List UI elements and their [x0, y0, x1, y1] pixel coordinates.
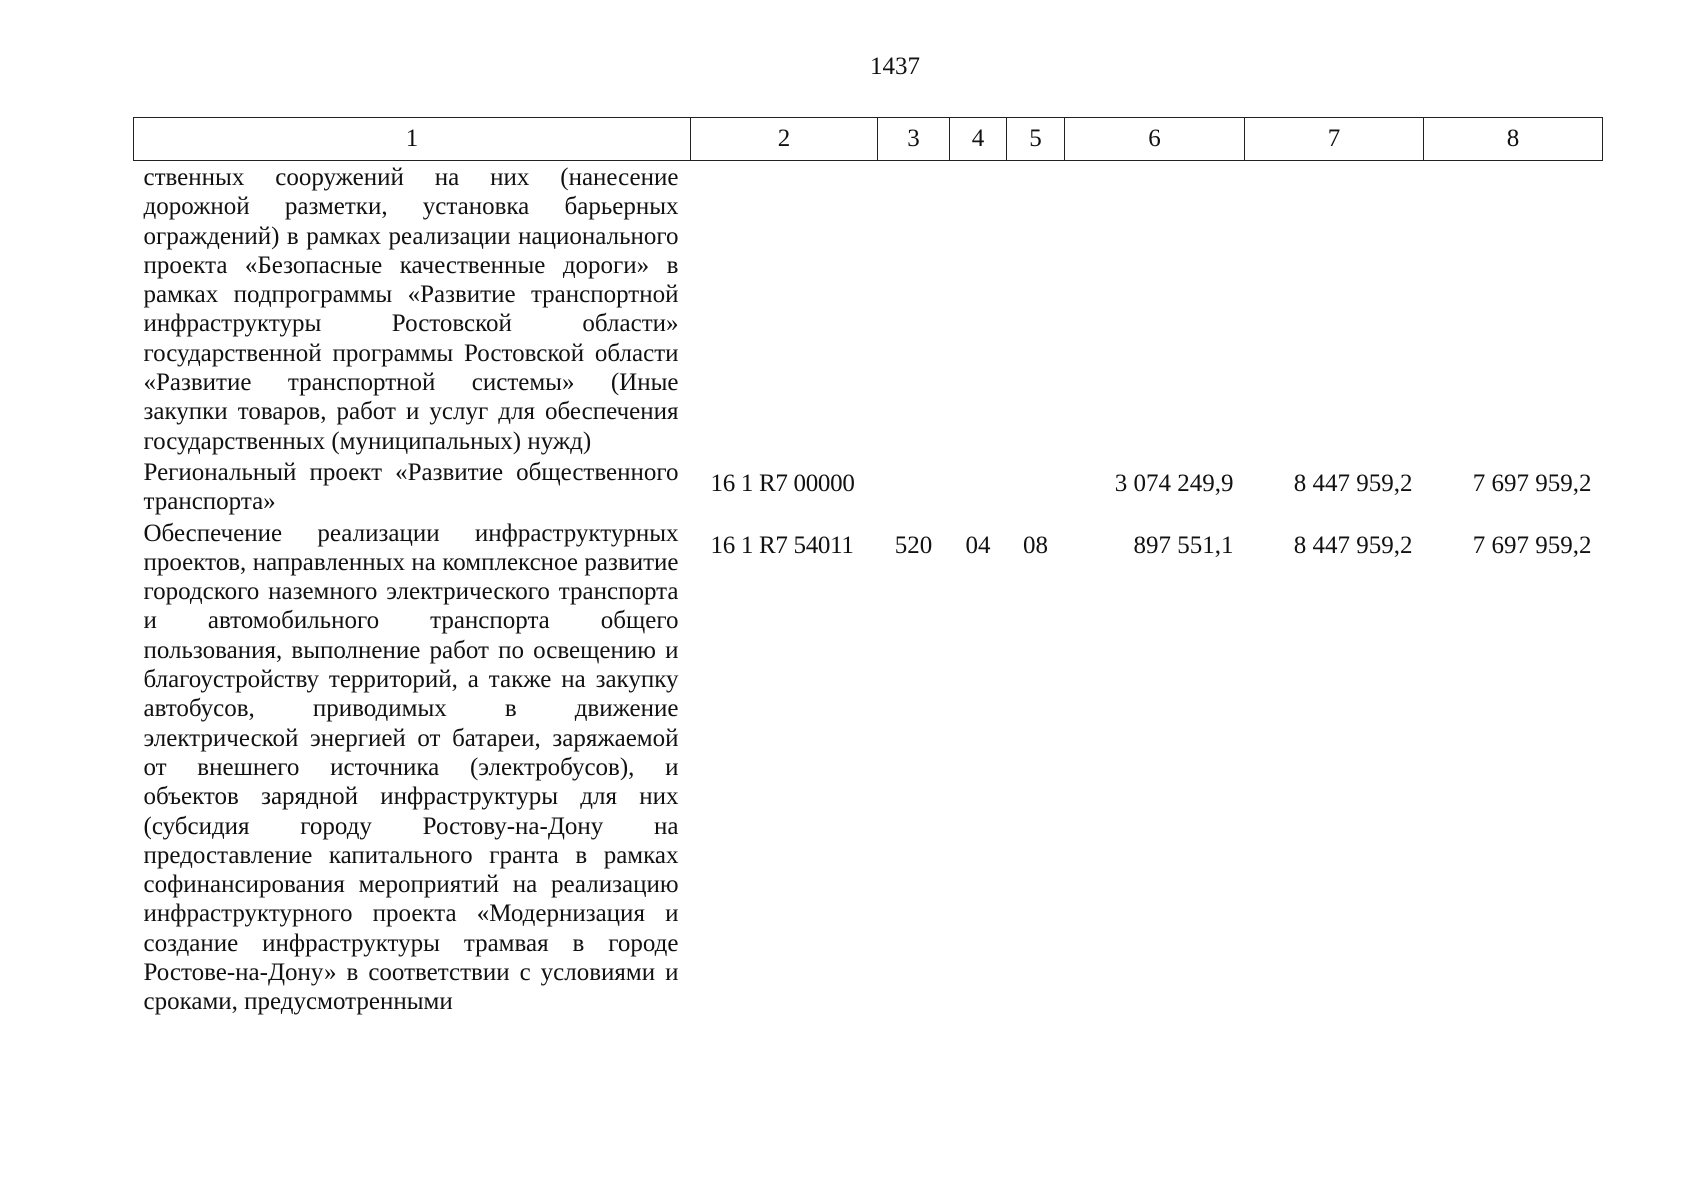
row-description: ственных сооружений на них (нанесение дорожной разметки, установка барьерных ограждений) в рамках реализации национального проекта «Безопасные качественные дороги» в рамках подпрограммы «Развитие транспортной инфраструктуры Ростовской области» государственной программы Ростовской области «Развитие транспортной системы» (Иные закупки товаров, работ и услуг для обеспечения государственных (муниципальных) нужд) — [143, 164, 679, 455]
row-col-3: 520 — [894, 531, 933, 559]
header-col-3: 3 — [878, 118, 950, 161]
header-col-7: 7 — [1245, 118, 1424, 161]
row-code: 16 1 R7 00000 — [710, 469, 855, 497]
page-number: 1437 — [870, 53, 920, 80]
row-col-6 — [1065, 161, 1245, 456]
row-col-8: 7 697 959,2 — [1472, 531, 1592, 559]
header-col-5: 5 — [1007, 118, 1065, 161]
row-col-3 — [878, 161, 950, 456]
table-row — [134, 161, 1603, 456]
header-col-8: 8 — [1424, 118, 1603, 161]
row-col-3 — [878, 456, 950, 517]
header-row — [134, 118, 1603, 161]
row-code — [691, 161, 878, 456]
header-col-2: 2 — [691, 118, 878, 161]
row-col-7: 8 447 959,2 — [1293, 531, 1413, 559]
row-col-8 — [1424, 161, 1603, 456]
header-col-4: 4 — [950, 118, 1007, 161]
row-col-7 — [1245, 161, 1424, 456]
row-col-5 — [1007, 456, 1065, 517]
row-col-4: 04 — [965, 531, 991, 559]
row-col-5: 08 — [1023, 531, 1048, 559]
row-col-8: 7 697 959,2 — [1472, 469, 1592, 497]
table-row — [134, 517, 1603, 1017]
row-col-6: 3 074 249,9 — [1114, 469, 1234, 497]
row-col-4 — [950, 456, 1007, 517]
table-row — [134, 456, 1603, 517]
row-col-6: 897 551,1 — [1133, 531, 1234, 559]
row-code: 16 1 R7 54011 — [710, 531, 854, 559]
budget-table — [133, 117, 1603, 1017]
header-col-6: 6 — [1065, 118, 1245, 161]
row-description: Региональный проект «Развитие общественного транспорта» — [143, 458, 679, 516]
row-col-4 — [950, 161, 1007, 456]
row-description: Обеспечение реализации инфраструктурных проектов, направленных на комплексное развитие городского наземного электрического транспорта и автомобильного транспорта общего пользования, выполнение работ по освещению и благоустройству территорий, а также на закупку автобусов, приводимых в движение электрической энергией от батареи, заряжаемой от внешнего источника (электробусов), и объектов зарядной инфраструктуры для них (субсидия городу Ростову-на-Дону на предоставление капитального гранта в рамках софинансирования мероприятий на реализацию инфраструктурного проекта «Модернизация и создание инфраструктуры трамвая в городе Ростове-на-Дону» в соответствии с условиями и сроками, предусмотренными — [143, 519, 679, 1016]
row-col-7: 8 447 959,2 — [1293, 469, 1413, 497]
header-col-1: 1 — [134, 118, 691, 161]
row-col-5 — [1007, 161, 1065, 456]
